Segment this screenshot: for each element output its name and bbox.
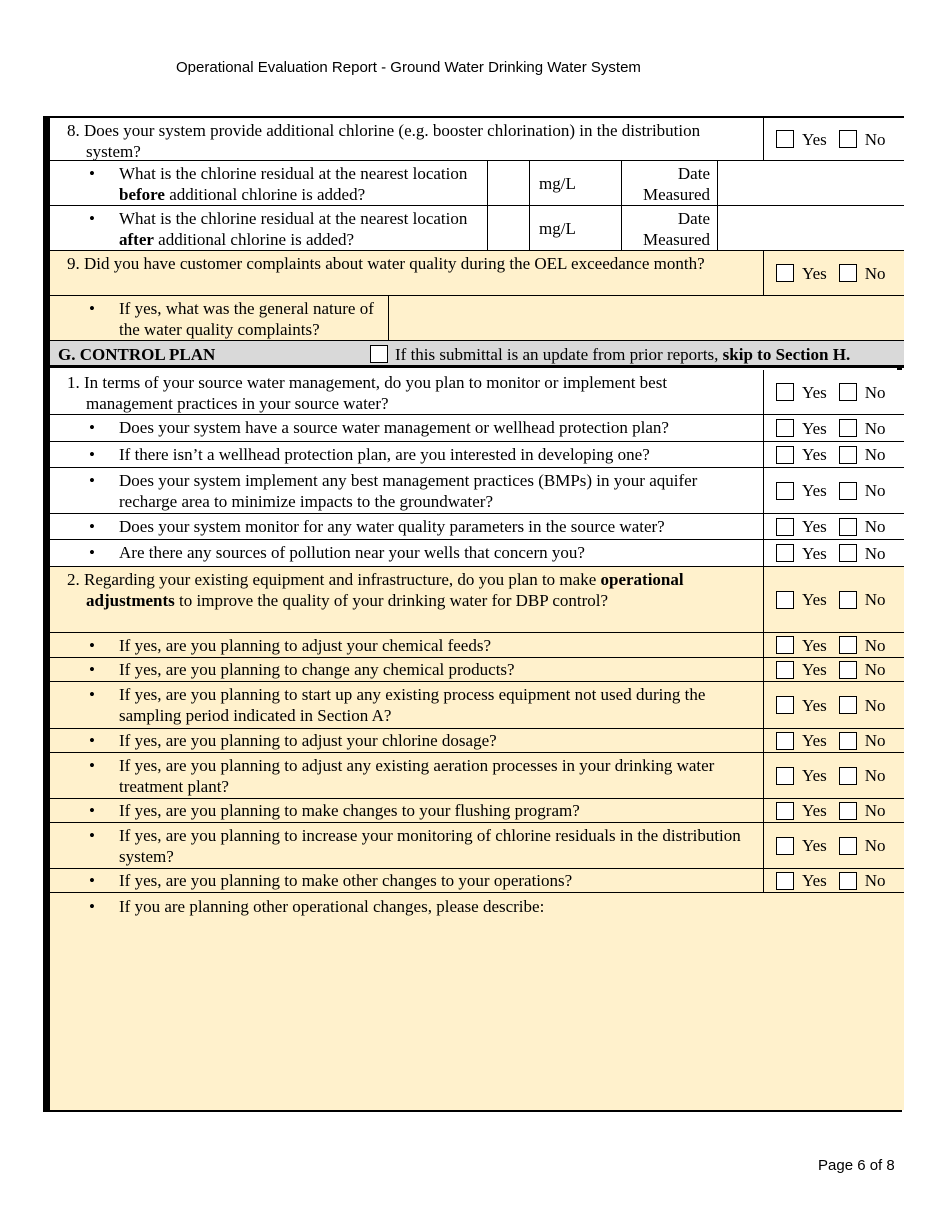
g2-item-8-yes-checkbox[interactable] bbox=[776, 872, 794, 890]
g2-item-7-no-checkbox[interactable] bbox=[839, 837, 857, 855]
complaints-nature-row: • If yes, what was the general nature of the water quality complaints? bbox=[50, 296, 904, 341]
g2-item-4-yes-checkbox[interactable] bbox=[776, 732, 794, 750]
g1-item-3-no-checkbox[interactable] bbox=[839, 482, 857, 500]
g2-item-7-yes-checkbox[interactable] bbox=[776, 837, 794, 855]
section-g-update-checkbox[interactable] bbox=[370, 345, 388, 363]
question-8-no-checkbox[interactable] bbox=[839, 130, 857, 148]
g2-item-5-yes-checkbox[interactable] bbox=[776, 767, 794, 785]
chlorine-before-row: • What is the chlorine residual at the nearest location before additional chlorine is added? mg/L Date Measured bbox=[50, 161, 904, 206]
question-8-yes-checkbox[interactable] bbox=[776, 130, 794, 148]
g2-item-row: • If yes, are you planning to make changes to your flushing program? Yes No bbox=[50, 799, 904, 823]
section-g-title: G. CONTROL PLAN bbox=[58, 345, 216, 364]
g1-question-text: 1. In terms of your source water management, do you plan to monitor or implement best management practices in your source water? bbox=[67, 373, 668, 413]
g2-item-row: • If yes, are you planning to start up any existing process equipment not used during the sampling period indicated in Section A? Yes No bbox=[50, 682, 904, 729]
question-9-text: 9. Did you have customer complaints about water quality during the OEL exceedance month? bbox=[67, 254, 705, 273]
g1-item-row: • Does your system monitor for any water quality parameters in the source water? Yes No bbox=[50, 514, 904, 540]
g1-item-row: • If there isn’t a wellhead protection plan, are you interested in developing one? Yes No bbox=[50, 442, 904, 468]
g2-no-checkbox[interactable] bbox=[839, 591, 857, 609]
g2-item-row: • If yes, are you planning to adjust your chemical feeds? Yes No bbox=[50, 633, 904, 658]
chlorine-before-unit: mg/L bbox=[539, 173, 576, 193]
chlorine-before-label: What is the chlorine residual at the nearest location before additional chlorine is added? bbox=[119, 164, 468, 204]
g2-item-1-yes-checkbox[interactable] bbox=[776, 636, 794, 654]
g2-item-text: If yes, are you planning to adjust your chemical feeds? bbox=[119, 636, 491, 655]
g1-item-text: Does your system implement any best management practices (BMPs) in your aquifer recharge area to minimize impacts to the groundwater? bbox=[119, 471, 698, 511]
g2-yes-no: Yes No bbox=[763, 567, 904, 632]
g1-no-checkbox[interactable] bbox=[839, 383, 857, 401]
g2-item-2-no-checkbox[interactable] bbox=[839, 661, 857, 679]
g2-item-text: If yes, are you planning to change any chemical products? bbox=[119, 660, 515, 679]
page-header-title: Operational Evaluation Report - Ground Water Drinking Water System bbox=[176, 59, 641, 76]
question-9-row bbox=[50, 251, 904, 296]
g2-question-text: 2. Regarding your existing equipment and infrastructure, do you plan to make operational adjustments to improve the quality of your drinking water for DBP control? bbox=[67, 570, 684, 610]
g1-item-1-yes-checkbox[interactable] bbox=[776, 419, 794, 437]
g1-item-row: • Does your system have a source water management or wellhead protection plan? Yes No bbox=[50, 415, 904, 442]
page-number: Page 6 of 8 bbox=[818, 1157, 895, 1174]
question-8-text: 8. Does your system provide additional chlorine (e.g. booster chlorination) in the distribution system? bbox=[67, 121, 701, 161]
chlorine-before-value-input[interactable] bbox=[488, 161, 529, 205]
g2-item-3-yes-checkbox[interactable] bbox=[776, 696, 794, 714]
g2-item-text: If yes, are you planning to adjust your chlorine dosage? bbox=[119, 731, 497, 750]
question-9-no-checkbox[interactable] bbox=[839, 264, 857, 282]
question-9-yes-checkbox[interactable] bbox=[776, 264, 794, 282]
g2-item-6-yes-checkbox[interactable] bbox=[776, 802, 794, 820]
chlorine-before-date-input[interactable] bbox=[718, 161, 904, 205]
g2-item-8-no-checkbox[interactable] bbox=[839, 872, 857, 890]
g2-item-text: If yes, are you planning to make changes to your flushing program? bbox=[119, 801, 580, 820]
chlorine-after-unit: mg/L bbox=[539, 218, 576, 238]
g1-yes-checkbox[interactable] bbox=[776, 383, 794, 401]
g2-item-text: If yes, are you planning to increase your monitoring of chlorine residuals in the distribution system? bbox=[119, 826, 741, 866]
g1-item-1-no-checkbox[interactable] bbox=[839, 419, 857, 437]
g2-item-row: • If yes, are you planning to adjust your chlorine dosage? Yes No bbox=[50, 729, 904, 753]
g1-item-text: If there isn’t a wellhead protection plan, are you interested in developing one? bbox=[119, 445, 650, 464]
chlorine-after-value-input[interactable] bbox=[488, 206, 529, 250]
g1-item-5-yes-checkbox[interactable] bbox=[776, 544, 794, 562]
g1-item-5-no-checkbox[interactable] bbox=[839, 544, 857, 562]
g2-item-1-no-checkbox[interactable] bbox=[839, 636, 857, 654]
g2-item-3-no-checkbox[interactable] bbox=[839, 696, 857, 714]
question-8-yes-no: Yes No bbox=[763, 118, 904, 160]
g1-yes-no: Yes No bbox=[763, 370, 904, 414]
chlorine-after-label: What is the chlorine residual at the nearest location after additional chlorine is added? bbox=[119, 209, 468, 249]
g2-item-row: • If yes, are you planning to adjust any existing aeration processes in your drinking water treatment plant? Yes No bbox=[50, 753, 904, 799]
complaints-nature-input[interactable] bbox=[389, 296, 904, 340]
g1-item-row: • Does your system implement any best management practices (BMPs) in your aquifer recharge area to minimize impacts to the groundwater? Yes No bbox=[50, 468, 904, 514]
g2-item-row: • If yes, are you planning to increase your monitoring of chlorine residuals in the distribution system? Yes No bbox=[50, 823, 904, 869]
chlorine-before-date-label: Date Measured bbox=[642, 164, 710, 204]
g1-item-4-no-checkbox[interactable] bbox=[839, 518, 857, 536]
g2-item-text: If yes, are you planning to adjust any existing aeration processes in your drinking water treatment plant? bbox=[119, 756, 715, 796]
g1-item-2-yes-checkbox[interactable] bbox=[776, 446, 794, 464]
section-g-update-note: If this submittal is an update from prior reports, skip to Section H. bbox=[395, 345, 851, 364]
g1-question-row bbox=[50, 370, 904, 415]
g1-item-3-yes-checkbox[interactable] bbox=[776, 482, 794, 500]
g1-item-row: • Are there any sources of pollution near your wells that concern you? Yes No bbox=[50, 540, 904, 567]
g2-item-text: If yes, are you planning to start up any existing process equipment not used during the sampling period indicated in Section A? bbox=[119, 685, 706, 725]
g2-item-row: • If yes, are you planning to change any chemical products? Yes No bbox=[50, 658, 904, 682]
g2-describe-label: If you are planning other operational changes, please describe: bbox=[119, 897, 545, 916]
g1-item-2-no-checkbox[interactable] bbox=[839, 446, 857, 464]
g2-yes-checkbox[interactable] bbox=[776, 591, 794, 609]
g2-describe-area[interactable]: • If you are planning other operational changes, please describe: bbox=[50, 893, 904, 1110]
section-g-header bbox=[50, 341, 904, 368]
chlorine-after-row: • What is the chlorine residual at the nearest location after additional chlorine is added? mg/L Date Measured bbox=[50, 206, 904, 251]
g2-item-6-no-checkbox[interactable] bbox=[839, 802, 857, 820]
complaints-nature-label: If yes, what was the general nature of the water quality complaints? bbox=[119, 299, 374, 339]
form-frame bbox=[43, 116, 902, 1112]
question-8-row bbox=[50, 116, 904, 161]
g1-item-4-yes-checkbox[interactable] bbox=[776, 518, 794, 536]
question-9-yes-no: Yes No bbox=[763, 251, 904, 295]
g1-item-text: Does your system have a source water management or wellhead protection plan? bbox=[119, 418, 669, 437]
g2-item-2-yes-checkbox[interactable] bbox=[776, 661, 794, 679]
chlorine-after-date-label: Date Measured bbox=[642, 209, 710, 249]
g2-item-4-no-checkbox[interactable] bbox=[839, 732, 857, 750]
g1-item-text: Does your system monitor for any water quality parameters in the source water? bbox=[119, 517, 665, 536]
g1-item-text: Are there any sources of pollution near your wells that concern you? bbox=[119, 543, 585, 562]
chlorine-after-date-input[interactable] bbox=[718, 206, 904, 250]
g2-item-row: • If yes, are you planning to make other changes to your operations? Yes No bbox=[50, 869, 904, 893]
g2-item-text: If yes, are you planning to make other changes to your operations? bbox=[119, 871, 573, 890]
g2-item-5-no-checkbox[interactable] bbox=[839, 767, 857, 785]
g2-question-row bbox=[50, 567, 904, 633]
